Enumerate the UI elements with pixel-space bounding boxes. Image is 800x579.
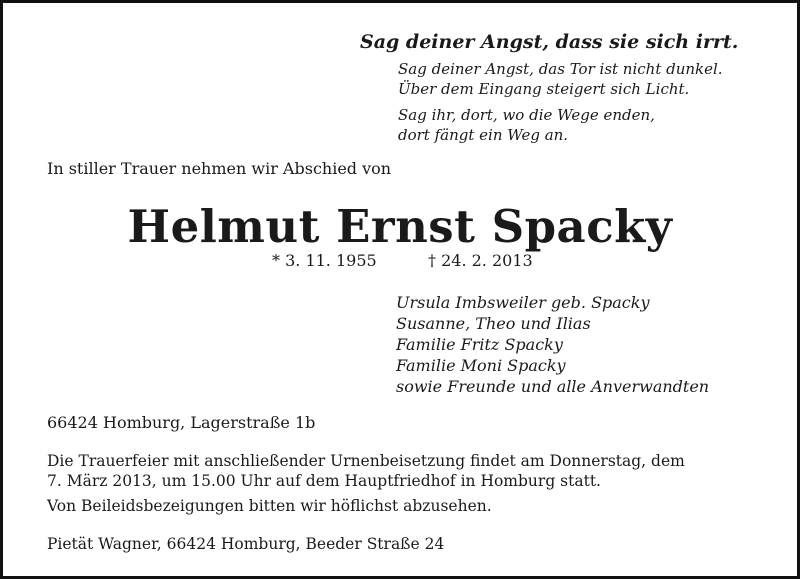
ceremony-line: 7. März 2013, um 15.00 Uhr auf dem Hauptfriedhof in Homburg statt.: [47, 472, 601, 490]
death-date: † 24. 2. 2013: [428, 251, 533, 270]
poem-line: Über dem Eingang steigert sich Licht.: [398, 80, 690, 98]
birth-date: * 3. 11. 1955: [272, 251, 377, 270]
poem-stanza-2: [398, 105, 655, 145]
intro-text: In stiller Trauer nehmen wir Abschied von: [47, 159, 392, 178]
mourners-list: [396, 292, 709, 397]
mourner-entry: Ursula Imbsweiler geb. Spacky: [396, 293, 650, 312]
undertaker-info: Pietät Wagner, 66424 Homburg, Beeder Straße 24: [47, 535, 445, 553]
mourner-entry: sowie Freunde und alle Anverwandten: [396, 377, 710, 396]
poem-line: Sag deiner Angst, das Tor ist nicht dunkel.: [398, 60, 723, 78]
mourner-entry: Familie Fritz Spacky: [396, 335, 563, 354]
poem-line: Sag ihr, dort, wo die Wege enden,: [398, 106, 655, 124]
motto-heading: Sag deiner Angst, dass sie sich irrt.: [360, 31, 739, 53]
poem-line: dort fängt ein Weg an.: [398, 126, 569, 144]
ceremony-line: Die Trauerfeier mit anschließender Urnenbeisetzung findet am Donnerstag, dem: [47, 452, 685, 470]
family-address: 66424 Homburg, Lagerstraße 1b: [47, 413, 316, 432]
mourner-entry: Susanne, Theo und Ilias: [396, 314, 591, 333]
mourner-entry: Familie Moni Spacky: [396, 356, 566, 375]
poem-stanza-1: [398, 59, 723, 99]
ceremony-info: [47, 451, 685, 491]
deceased-name: Helmut Ernst Spacky: [127, 200, 673, 253]
condolence-note: Von Beileidsbezeigungen bitten wir höflichst abzusehen.: [47, 497, 492, 515]
